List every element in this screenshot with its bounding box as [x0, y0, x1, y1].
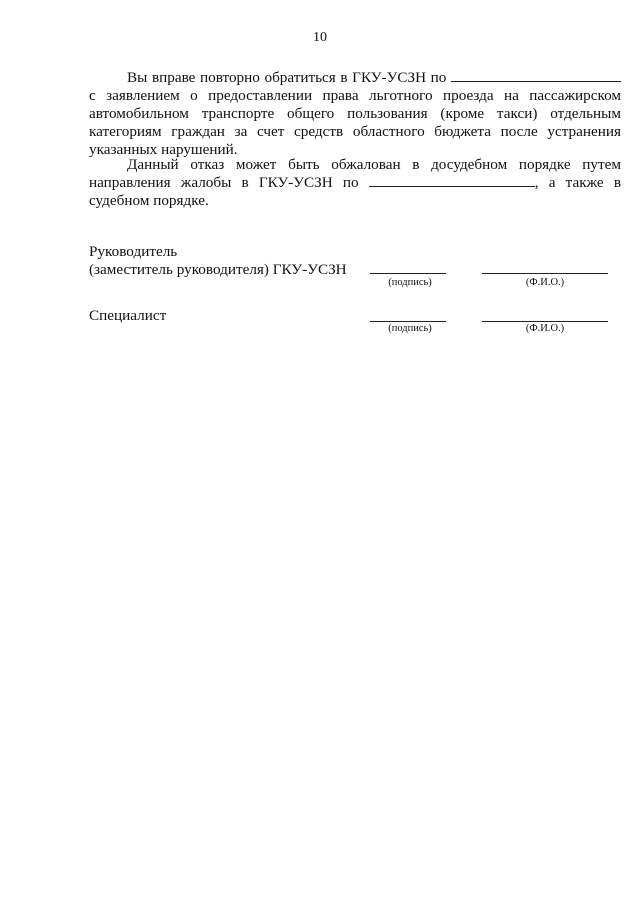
- signature-block-specialist: [89, 307, 166, 325]
- head-title-line1: Руководитель: [89, 243, 178, 260]
- paragraph-appeal: [89, 156, 621, 210]
- paragraph-reapply-rest: с заявлением о предоставлении права льготного проезда на пассажирском автомобильном транспорте общего пользования (кроме такси) отдельным категориям граждан за счет средств областного бюджета после устранения указанных нарушений.: [89, 87, 621, 158]
- head-title-line2: (заместитель руководителя) ГКУ-УСЗН: [89, 261, 347, 278]
- specialist-signature-line: [370, 321, 446, 322]
- specialist-name-caption: (Ф.И.О.): [525, 323, 565, 334]
- paragraph-appeal-lead: Данный отказ может быть обжалован в досудебном порядке путем направления жалобы в ГКУ-УСЗН по: [89, 156, 621, 191]
- paragraph-appeal-rest: , а также в судебном порядке.: [89, 174, 622, 209]
- specialist-signature-caption: (подпись): [388, 323, 432, 334]
- paragraph-reapply-lead: Вы вправе повторно обратиться в ГКУ-УСЗН по: [127, 69, 447, 86]
- paragraph-reapply: [89, 69, 621, 159]
- head-name-caption: (Ф.И.О.): [525, 277, 565, 288]
- specialist-title: Специалист: [89, 307, 167, 324]
- specialist-name-line: [482, 321, 608, 322]
- blank-field-appeal-agency: [369, 174, 535, 187]
- blank-field-agency: [451, 69, 621, 82]
- head-name-line: [482, 273, 608, 274]
- head-signature-line: [370, 273, 446, 274]
- page-number: 10: [313, 30, 327, 45]
- signature-block-head: [89, 243, 347, 279]
- head-signature-caption: (подпись): [388, 277, 432, 288]
